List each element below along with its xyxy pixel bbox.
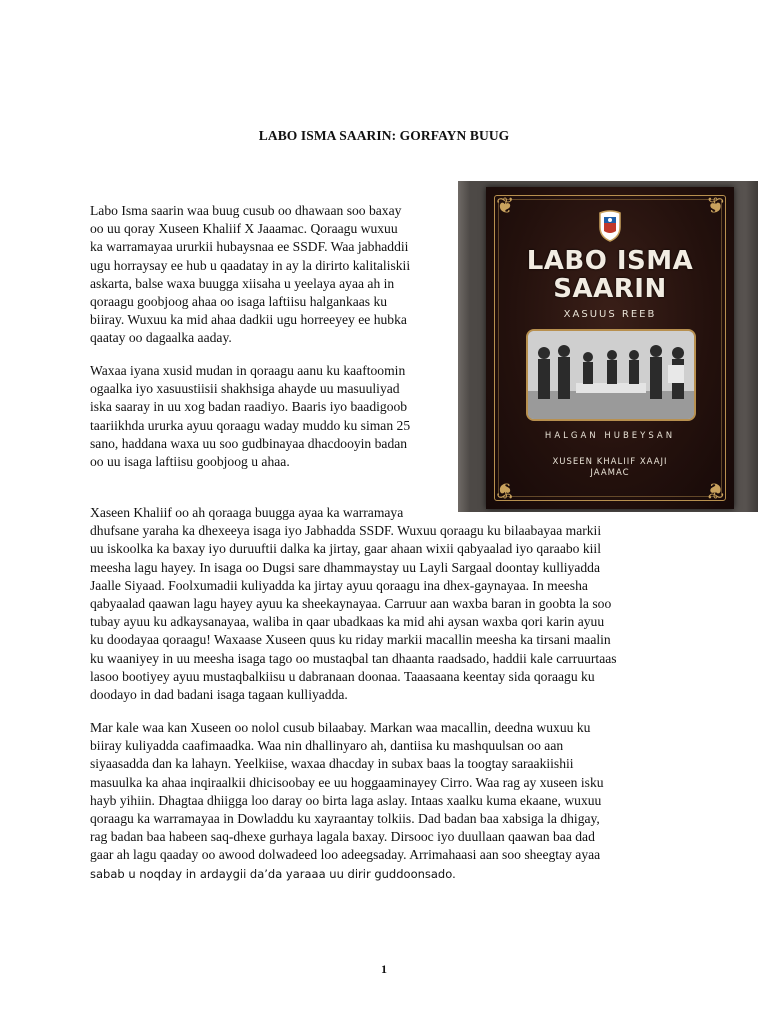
cover-subtitle: XASUUS REEB [563, 309, 657, 320]
corner-ornament-icon: ❦ [496, 478, 515, 503]
people-photo-icon [528, 331, 694, 419]
cover-title-line-1: LABO ISMA [526, 246, 694, 276]
paragraph-4 [90, 719, 690, 883]
paragraph-2: Waxaa iyana xusid mudan in qoraagu aanu ku kaaftoomin ogaalka iyo xasuustiisii shakhsiga ahayde uu masuuliyad iska saaray in uu xog badan raadiyo. Baaris iyo baadigoob taariikhda ururka ayuu qoraagu waday muddo ku siman 25 sano, haddana waxa uu soo gudbinayaa dhacdooyin badan oo uu isaga laftiisu goobjoog u ahaa. [90, 363, 411, 470]
cover-photograph [528, 331, 694, 419]
cover-author: XUSEEN KHALIIF XAAJI JAAMAC [552, 457, 668, 478]
cover-title [486, 247, 734, 303]
cover-title-line-2: SAARIN [553, 274, 667, 304]
paragraph-1: Labo Isma saarin waa buug cusub oo dhawaan soo baxay oo uu qoray Xuseen Khaliif X Jaaamac. Qoraagu wuxuu ka warramayaa ururkii hubaysnaa ee SSDF. Waa jabhaddii ugu horraysay ee hub u qaadatay in ay la dirirto kalitaliskii askarta, balse waxa buugga xiisaha u yeelaya ayaa ah in qoraagu goobjoog ahaa oo isaga laftiisu halgankaas ku biiray. Wuxuu ka mid ahaa dadkii ugu horreeyey ee hubka qaatay oo dagaalka aaday. [90, 203, 411, 346]
book-cover [486, 187, 734, 509]
book-cover-photo [458, 181, 758, 512]
corner-ornament-icon: ❦ [705, 193, 724, 218]
paragraph-3: Xaseen Khaliif oo ah qoraaga buugga ayaa ka warramaya dhufsane yaraha ka dhexeeya isaga iyo Jabhadda SSDF. Wuxuu qoraagu ku bilaabayaa markii uu iskoolka ka baxay iyo duruuftii dalka ka jirtay, gaar ahaan wixii qabyaalad iyo qaraabo kiil meesha lagu hayey. In isaga oo Dugsi sare dhammaystay uu Layli Sargaal doontay kulliyadda Jaalle Siyaad. Foolxumadii kuliyadda ka jirtay ayuu qoraagu ina dhex-gaynayaa. In meesha qabyaalad qaawan lagu hayey ayuu ka sheekaynayaa. Carruur aan waxba baran in goobta la soo tubay ayuu ku adkaysanayaa, waliba in qaar ubadkaas ka mid ahi aysan waxba qori karin ayuu ku doodayaa qoraagu! Waxaase Xuseen quus ku riday markii macallin meesha ka tirsani maalin ku waaniyey in uu meesha isaga tago oo mustaqbal tan dhaanta raadsado, haddii kale carruurtaas lasoo bootiyey ayuu mustaqbalkiisu u dabranaan doonaa. Taaasaana keentay sida qoraagu ku doodayo in dad badani isaga tagaan kulliyadda. [90, 505, 617, 703]
corner-ornament-icon: ❦ [496, 193, 515, 218]
cover-strapline: HALGAN HUBEYSAN [544, 431, 676, 441]
paragraph-4-body: Mar kale waa kan Xuseen oo nolol cusub bilaabay. Markan waa macallin, deedna wuxuu ku biiray kuliyadda caafimaadka. Waa nin dhallinyaro ah, dantiisa ku mashquulsan oo aan siyaasadda dan ka lahayn. Yeelkiise, waxaa dhacday in subax baas la toogtay saraakiishii masuulka ka ahaa inqiraalkii dhicisoobay ee uu hoggaaminayey Cirro. Waa rag ay xuseen isku hayb yihiin. Dhagtaa dhiigga loo daray oo birta laga aslay. Intaas xaalku kuma ekaane, wuxuu qoraagu ka warramayaa in Dowladdu ku xayraantay tolkiis. Dad badan baa xabsiga la dhigay, rag badan baa habeen saq-dhexe gurhaya lagala baxay. Dirsooc iyo duullaan qaawan baa dad gaar ah lagu qaaday oo awood dolwadeed loo adeegsaday. Arrimahaasi aan soo sheegtay ayaa [90, 720, 604, 863]
document-title: LABO ISMA SAARIN: GORFAYN BUUG [258, 128, 510, 143]
corner-ornament-icon: ❦ [705, 478, 724, 503]
paragraph-4-last-line: sabab u noqday in ardaygii da’da yaraaa uu dirir guddoonsado. [90, 866, 456, 881]
emblem-icon [596, 209, 624, 243]
page-number: 1 [381, 962, 387, 976]
